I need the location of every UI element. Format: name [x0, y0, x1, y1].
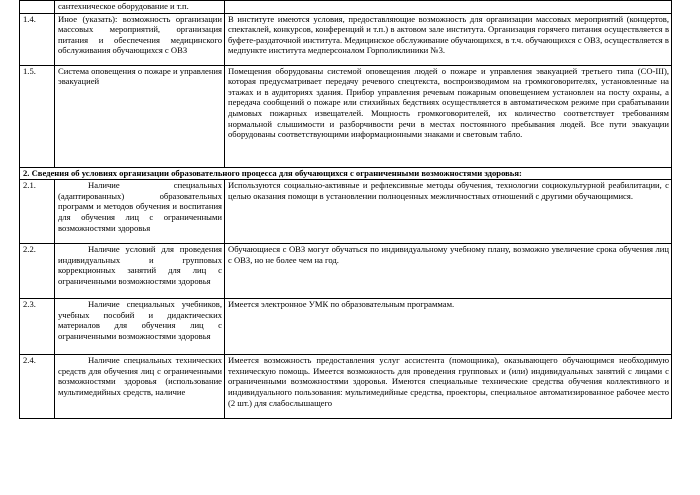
section-header-row: [20, 167, 672, 180]
condition-name-cell: сантехническое оборудование и т.п.: [55, 1, 225, 14]
condition-description-cell: Помещения оборудованы системой оповещения людей о пожаре и управления эвакуацией третьего типа (СО-III), которая предусматривает передачу речевого спецтекста, воспроизводимом на громкоговорителях, установленные на этажах и в аудиториях здания. Прибор управления речевым пожарным оповещением установлен на посту охраны, а передача сообщений о пожаре или стихийных бедствиях осуществляется в автоматическом режиме при срабатывании дымовых пожарных извещателей. Мощность громкоговорителей, их количество соответствует требованиям нормальной слышимости и разборчивости речи в местах постоянного пребывания людей. Все пути эвакуации оборудованы соответствующими информационными знаками и световым табло.: [225, 65, 672, 167]
table-row: [20, 355, 672, 419]
table-row: [20, 180, 672, 244]
condition-description-cell: Обучающиеся с ОВЗ могут обучаться по индивидуальному учебному плану, возможно увеличение срока обучения лиц с ОВЗ, но не более чем на год.: [225, 244, 672, 299]
row-number-cell: 2.1.: [20, 180, 55, 244]
table-row: [20, 299, 672, 355]
row-number-cell: 2.3.: [20, 299, 55, 355]
row-number-cell: 2.4.: [20, 355, 55, 419]
condition-description-cell: Имеется возможность предоставления услуг ассистента (помощника), оказывающего обучающимся необходимую техническую помощь. Имеется возможность для проведения групповых и (или) индивидуальных занятий с лицами с ограниченными возможностями здоровья. Имеются специальные технические средства обучения коллективного и индивидуального пользования: мультимедийные средства, проекторы, специальное автоматизированное рабочее место (2 шт.) для слабослышащего: [225, 355, 672, 419]
row-number-cell: 2.2.: [20, 244, 55, 299]
conditions-table: [19, 0, 672, 419]
condition-description-cell: [225, 1, 672, 14]
row-number-cell: [20, 1, 55, 14]
condition-name-cell: Система оповещения о пожаре и управления эвакуацией: [55, 65, 225, 167]
row-number-cell: 1.4.: [20, 13, 55, 65]
table-row: [20, 65, 672, 167]
section-title: 2. Сведения об условиях организации образовательного процесса для обучающихся с ограниченными возможностями здоровья:: [20, 167, 672, 180]
table-row: [20, 244, 672, 299]
row-number-cell: 1.5.: [20, 65, 55, 167]
condition-name-cell: Наличие специальных (адаптированных) образовательных программ и методов обучения и воспитания для обучения лиц с ограниченными возможностями здоровья: [55, 180, 225, 244]
condition-name-cell: Наличие специальных учебников, учебных пособий и дидактических материалов для обучения лиц с ограниченными возможностями здоровья: [55, 299, 225, 355]
condition-name-cell: Наличие условий для проведения индивидуальных и групповых коррекционных занятий для лиц с ограниченными возможностями здоровья: [55, 244, 225, 299]
condition-description-cell: В институте имеются условия, предоставляющие возможность для организации массовых мероприятий (концертов, спектаклей, конкурсов, конференций и т.п.) в актовом зале института. Организация горячего питания осуществляется в буфете-раздаточной института. Медицинское обслуживание обучающихся, в т.ч. обучающихся с ОВЗ, осуществляется в медпункте института медперсоналом Горполиклиники №3.: [225, 13, 672, 65]
condition-name-cell: Иное (указать): возможность организации массовых мероприятий, организация питания и обеспечения медицинского обслуживания обучающихся с ОВЗ: [55, 13, 225, 65]
condition-description-cell: Имеется электронное УМК по образовательным программам.: [225, 299, 672, 355]
condition-name-cell: Наличие специальных технических средств для обучения лиц с ограниченными возможностями здоровья (использование мультимедийных средств, наличие: [55, 355, 225, 419]
table-row: [20, 1, 672, 14]
table-row: [20, 13, 672, 65]
condition-description-cell: Используются социально-активные и рефлексивные методы обучения, технологии социокультурной реабилитации, с целью оказания помощи в установлении полноценных межличностных отношений с другими обучающимися.: [225, 180, 672, 244]
